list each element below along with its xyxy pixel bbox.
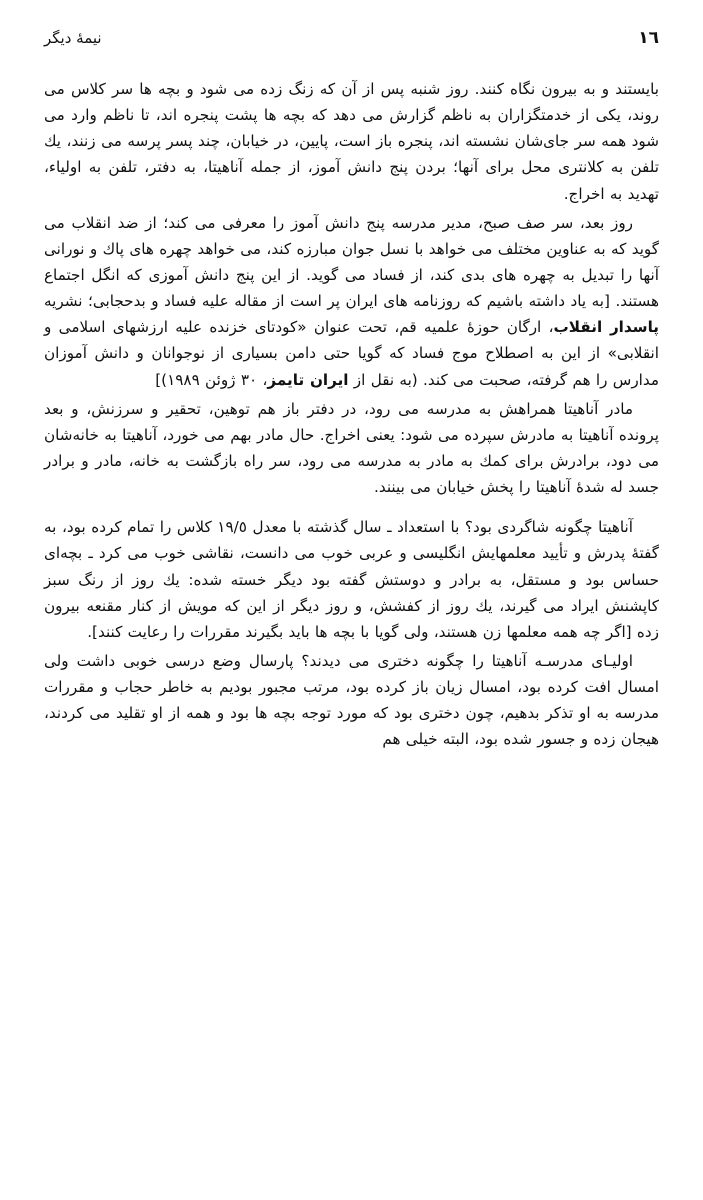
text-run-bold: ايران تايمز <box>267 370 349 389</box>
paragraph <box>44 210 659 393</box>
text-run-bold: پاسدار انقلاب <box>553 318 660 337</box>
text-run: اوليـاى مدرسـه آناهيتا را چگونه دخترى مى ديدند؟ پارسال وضع درسى خوبى داشت ولى امسال افت كرده بود، امسال زيان باز كرده بود، مرتب مجبور بوديم به خاطر حجاب و مقررات مدرسه به او تذكر بدهيم، چون دخترى بود كه مورد توجه بچه ها بود و همه از او تقليد مى كردند، هيجان زده و جسور شده بود، البته خيلى هم <box>44 651 659 749</box>
paragraph <box>44 648 659 753</box>
page-number: ١٦ <box>638 28 659 48</box>
page-header <box>44 28 659 54</box>
text-run: روز بعد، سر صف صبح، مدير مدرسه پنج دانش آموز را معرفى مى كند؛ از ضد انقلاب مى گويد كه به عناوين مختلف مى خواهد با نسل جوان مبارزه كند، مى خواهد چهره هاى پاك و نورانى آنها را تبديل به چهره هاى بدى كند، از فساد مى گويد. از اين پنج دانش آموزى كه انگل اجتماع هستند. [به ياد داشته باشيم كه روزنامه هاى ايران پر است از مقاله عليه فساد و بدحجابى؛ نشريه <box>44 213 659 311</box>
page-body <box>44 76 659 753</box>
text-run: مادر آناهيتا همراهش به مدرسه مى رود، در دفتر باز هم توهين، تحقير و سرزنش، و بعد پرونده آناهيتا به مادرش سپرده مى شود: يعنى اخراج. حال مادر بهم مى خورد، آناهيتا به خانه‌شان مى دود، برادرش براى كمك به مادر به مدرسه مى رود، سر راه بازگشت به خانه، مادر و برادر جسد له شدهٔ آناهيتا را پخش خيابان مى بينند. <box>44 399 659 497</box>
text-run: آناهيتا چگونه شاگردى بود؟ با استعداد ـ سال گذشته با معدل ١٩/٥ كلاس را تمام كرده بود، به گفتهٔ پدرش و تأييد معلمهايش انگليسى و عربى خوب مى دانست، نقاشى خوب مى كرد ـ بچه‌اى حساس بود و مستقل، به برادر و دوستش گفته بود ديگر خسته شده: يك روز از رنگ سبز كاپشنش ايراد مى گيرند، يك روز از كفشش، و روز ديگر از اين كه مويش از كنار مقنعه بيرون زده [اگر چه همه معلمها زن هستند، ولى گويا با بچه ها بايد بگيرند مقررات را رعايت كنند]. <box>44 518 659 641</box>
paragraph <box>44 514 659 645</box>
text-run: بايستند و به بيرون نگاه كنند. روز شنبه پس از آن كه زنگ زده مى شود و بچه ها سر كلاس مى روند، يكى از خدمتگزاران به ناظم گزارش مى دهد كه بچه ها پشت پنجره اند، تا ناظم وارد مى شود همه سر جاى‌شان نشسته اند، پنجره باز است، پايين، در خيابان، چند پسر پرسه مى زنند، يك تلفن به كلانترى محل براى آنها؛ بردن پنج دانش آموز، از جمله آناهيتا، به دفتر، تلفن به اولياء، تهديد به اخراج. <box>44 80 659 203</box>
text-run: ، ارگان حوزهٔ علميه قم، تحت عنوان «كودتاى خزنده عليه ارزشهاى اسلامى و انقلابى» از اين به اصطلاح موج فساد كه گويا حتى دامن بسيارى از نوجوانان و دانش آموزان مدارس را هم گرفته، صحبت مى كند. (به نقل از <box>44 318 659 389</box>
book-title: نيمهٔ ديگر <box>44 29 102 47</box>
paragraph <box>44 76 659 207</box>
paragraph <box>44 396 659 501</box>
text-run: ، ٣٠ ژوئن ١٩٨٩)] <box>155 370 268 389</box>
